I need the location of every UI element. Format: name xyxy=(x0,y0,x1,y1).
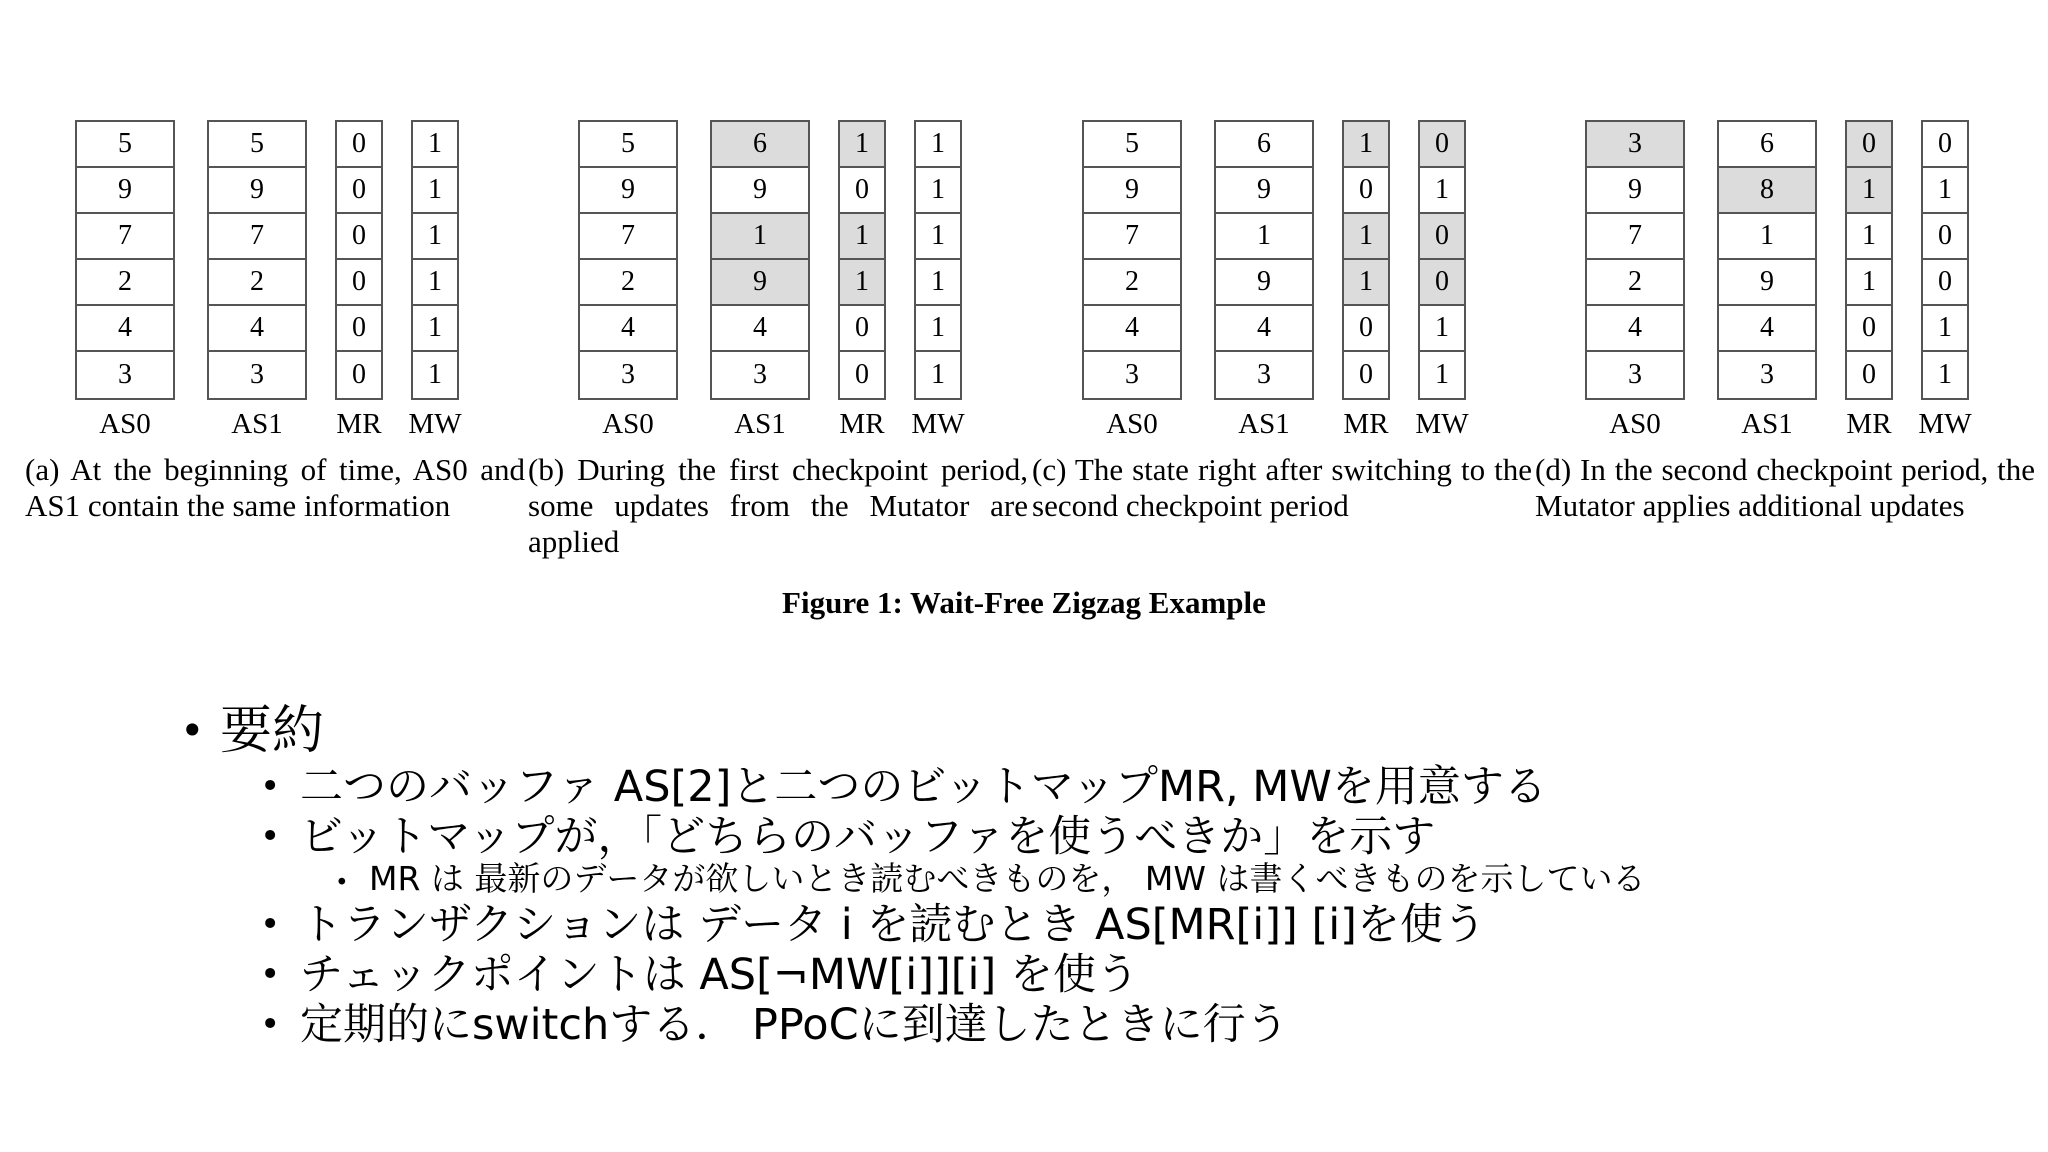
column-mw xyxy=(411,120,459,400)
cell: 4 xyxy=(77,306,173,352)
bullet-dot: • xyxy=(260,817,281,857)
cell: 1 xyxy=(1420,168,1464,214)
cell: 3 xyxy=(1216,352,1312,398)
column-label: MR xyxy=(839,408,885,440)
cell: 2 xyxy=(77,260,173,306)
cell: 0 xyxy=(337,122,381,168)
cell: 3 xyxy=(712,352,808,398)
panel-d xyxy=(1585,120,2048,440)
cell: 1 xyxy=(1719,214,1815,260)
cell: 1 xyxy=(1847,260,1891,306)
cell: 6 xyxy=(712,122,808,168)
cell: 9 xyxy=(1719,260,1815,306)
cell: 4 xyxy=(1216,306,1312,352)
bullet-dot: • xyxy=(260,905,281,945)
cell: 1 xyxy=(1923,306,1967,352)
cell: 9 xyxy=(1587,168,1683,214)
cell: 1 xyxy=(1344,260,1388,306)
column-label: MW xyxy=(1918,408,1972,440)
column-mw xyxy=(914,120,962,400)
cell: 4 xyxy=(1719,306,1815,352)
column-label: MW xyxy=(408,408,462,440)
column-as1 xyxy=(1214,120,1314,400)
cell: 1 xyxy=(413,168,457,214)
cell: 1 xyxy=(1420,306,1464,352)
cell: 1 xyxy=(413,306,457,352)
cell: 8 xyxy=(1719,168,1815,214)
panel-b xyxy=(578,120,1058,440)
cell: 1 xyxy=(916,214,960,260)
cell: 4 xyxy=(1084,306,1180,352)
cell: 1 xyxy=(413,260,457,306)
column-as1 xyxy=(710,120,810,400)
cell: 1 xyxy=(1847,214,1891,260)
cell: 1 xyxy=(1344,122,1388,168)
column-as1 xyxy=(1717,120,1817,400)
cell: 1 xyxy=(1923,168,1967,214)
column-as0 xyxy=(1082,120,1182,400)
column-label: AS0 xyxy=(602,408,654,440)
column-as1 xyxy=(207,120,307,400)
cell: 5 xyxy=(77,122,173,168)
cell: 9 xyxy=(712,260,808,306)
bullet xyxy=(260,950,1980,1000)
cell: 2 xyxy=(1587,260,1683,306)
cell: 7 xyxy=(77,214,173,260)
panel-a xyxy=(75,120,555,440)
bullet-text: チェックポイントは AS[¬MW[i]][i] を使う xyxy=(300,950,1139,1000)
cell: 3 xyxy=(1084,352,1180,398)
column-mr xyxy=(335,120,383,400)
cell: 9 xyxy=(77,168,173,214)
column-label: MR xyxy=(1343,408,1389,440)
cell: 1 xyxy=(1344,214,1388,260)
cell: 9 xyxy=(209,168,305,214)
summary-bullets xyxy=(180,700,1980,1050)
bullet-dot: • xyxy=(335,870,349,896)
bullet-text: 定期的にswitchする． PPoCに到達したときに行う xyxy=(300,1000,1289,1050)
cell: 3 xyxy=(1587,122,1683,168)
cell: 9 xyxy=(712,168,808,214)
cell: 0 xyxy=(337,260,381,306)
bullet-dot: • xyxy=(260,1005,281,1045)
cell: 0 xyxy=(337,352,381,398)
bullet-dot: • xyxy=(260,767,281,807)
cell: 9 xyxy=(1216,168,1312,214)
cell: 0 xyxy=(1420,214,1464,260)
cell: 7 xyxy=(580,214,676,260)
cell: 9 xyxy=(1216,260,1312,306)
column-mr xyxy=(1342,120,1390,400)
column-label: AS0 xyxy=(99,408,151,440)
cell: 1 xyxy=(413,214,457,260)
column-mw xyxy=(1921,120,1969,400)
cell: 0 xyxy=(1847,306,1891,352)
cell: 6 xyxy=(1216,122,1312,168)
caption-b: (b) During the first checkpoint period, some updates from the Mutator are applied xyxy=(528,452,1028,559)
panel-c xyxy=(1082,120,1562,440)
cell: 5 xyxy=(1084,122,1180,168)
bullet xyxy=(260,900,1980,950)
cell: 0 xyxy=(337,168,381,214)
bullet-text: 二つのバッファ AS[2]と二つのビットマップMR, MWを用意する xyxy=(300,762,1547,812)
bullet xyxy=(260,1000,1980,1050)
column-mr xyxy=(838,120,886,400)
cell: 9 xyxy=(1084,168,1180,214)
caption-a: (a) At the beginning of time, AS0 and AS1 contain the same information xyxy=(25,452,525,523)
bullet-text: 要約 xyxy=(220,701,325,761)
cell: 0 xyxy=(1420,122,1464,168)
cell: 0 xyxy=(840,306,884,352)
cell: 0 xyxy=(1923,260,1967,306)
cell: 5 xyxy=(209,122,305,168)
sub-bullet xyxy=(335,859,1835,900)
cell: 3 xyxy=(580,352,676,398)
bullet-dot: • xyxy=(260,955,281,995)
cell: 1 xyxy=(712,214,808,260)
column-as0 xyxy=(75,120,175,400)
caption-d: (d) In the second checkpoint period, the Mutator applies additional updates xyxy=(1535,452,2035,523)
cell: 0 xyxy=(1344,306,1388,352)
cell: 2 xyxy=(1084,260,1180,306)
column-label: MR xyxy=(1846,408,1892,440)
cell: 0 xyxy=(1344,352,1388,398)
cell: 1 xyxy=(1923,352,1967,398)
cell: 2 xyxy=(580,260,676,306)
cell: 1 xyxy=(916,352,960,398)
cell: 4 xyxy=(209,306,305,352)
cell: 4 xyxy=(712,306,808,352)
column-label: AS0 xyxy=(1106,408,1158,440)
cell: 0 xyxy=(1847,352,1891,398)
bullet-text: トランザクションは データ i を読むとき AS[MR[i]] [i]を使う xyxy=(300,900,1486,950)
cell: 1 xyxy=(1847,168,1891,214)
bullet xyxy=(260,762,1980,812)
cell: 0 xyxy=(1847,122,1891,168)
bullet-dot: • xyxy=(180,706,205,755)
cell: 4 xyxy=(1587,306,1683,352)
cell: 2 xyxy=(209,260,305,306)
bullet xyxy=(260,812,1980,862)
cell: 1 xyxy=(1420,352,1464,398)
column-label: MW xyxy=(1415,408,1469,440)
cell: 5 xyxy=(580,122,676,168)
bullet-text: ビットマップが，「どちらのバッファを使うべきか」を示す xyxy=(300,812,1436,862)
cell: 1 xyxy=(916,168,960,214)
cell: 3 xyxy=(209,352,305,398)
cell: 1 xyxy=(840,122,884,168)
cell: 7 xyxy=(209,214,305,260)
cell: 1 xyxy=(840,260,884,306)
cell: 0 xyxy=(840,168,884,214)
cell: 1 xyxy=(1216,214,1312,260)
cell: 0 xyxy=(337,214,381,260)
cell: 0 xyxy=(337,306,381,352)
cell: 1 xyxy=(413,352,457,398)
cell: 7 xyxy=(1084,214,1180,260)
cell: 4 xyxy=(580,306,676,352)
cell: 9 xyxy=(580,168,676,214)
cell: 1 xyxy=(413,122,457,168)
cell: 0 xyxy=(1923,122,1967,168)
caption-c: (c) The state right after switching to the second checkpoint period xyxy=(1032,452,1532,523)
cell: 6 xyxy=(1719,122,1815,168)
cell: 1 xyxy=(840,214,884,260)
column-label: AS1 xyxy=(1741,408,1793,440)
column-label: AS1 xyxy=(1238,408,1290,440)
cell: 0 xyxy=(1923,214,1967,260)
cell: 0 xyxy=(840,352,884,398)
column-mr xyxy=(1845,120,1893,400)
cell: 7 xyxy=(1587,214,1683,260)
cell: 0 xyxy=(1420,260,1464,306)
column-as0 xyxy=(578,120,678,400)
column-as0 xyxy=(1585,120,1685,400)
cell: 1 xyxy=(916,260,960,306)
column-label: MR xyxy=(336,408,382,440)
cell: 3 xyxy=(77,352,173,398)
cell: 1 xyxy=(916,122,960,168)
column-mw xyxy=(1418,120,1466,400)
figure-title: Figure 1: Wait-Free Zigzag Example xyxy=(782,585,1266,620)
bullet-summary-heading xyxy=(180,700,1980,762)
column-label: AS1 xyxy=(734,408,786,440)
cell: 3 xyxy=(1587,352,1683,398)
bullet-text: MR は 最新のデータが欲しいとき読むべきものを， MW は書くべきものを示している xyxy=(369,859,1646,898)
column-label: MW xyxy=(911,408,965,440)
cell: 3 xyxy=(1719,352,1815,398)
cell: 0 xyxy=(1344,168,1388,214)
column-label: AS1 xyxy=(231,408,283,440)
column-label: AS0 xyxy=(1609,408,1661,440)
cell: 1 xyxy=(916,306,960,352)
